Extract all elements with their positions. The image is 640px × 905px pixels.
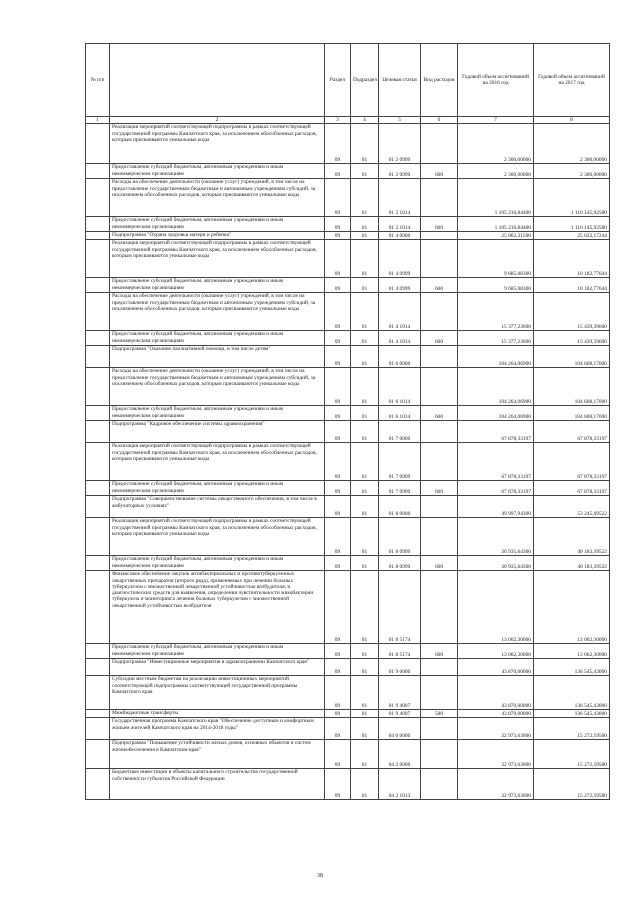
table-row <box>86 518 610 556</box>
table-row <box>86 496 610 518</box>
row-expense-type <box>421 346 458 368</box>
row-number <box>86 571 110 644</box>
row-amount-2016: 43 870,00000 <box>458 676 534 710</box>
table-row <box>86 293 610 331</box>
row-article: 01 2 1014 <box>379 217 421 232</box>
row-name: Расходы на обеспечение деятельности (оказание услуг) учреждений, в том числе на предоставление государственным бюджетным и автономным учреждениям субсидий, за исключением обособленных расходов, которым присваиваются уникальные коды <box>110 179 325 217</box>
row-expense-type: 600 <box>421 481 458 496</box>
row-number <box>86 164 110 179</box>
row-number <box>86 676 110 710</box>
row-expense-type <box>421 421 458 443</box>
row-amount-2017: 136 545,43000 <box>534 659 610 676</box>
row-subsection: 01 <box>351 346 379 368</box>
row-article: 01 2 0999 <box>379 124 421 164</box>
table-row <box>86 331 610 346</box>
row-section: 09 <box>325 368 351 406</box>
row-amount-2016: 2 300,00000 <box>458 164 534 179</box>
row-subsection: 01 <box>351 496 379 518</box>
row-section: 09 <box>325 406 351 421</box>
row-number <box>86 240 110 278</box>
column-number: 5 <box>379 117 421 124</box>
row-expense-type <box>421 496 458 518</box>
row-name: Предоставление субсидий бюджетным, автономным учреждениям и иным некоммерческим организациям <box>110 331 325 346</box>
row-amount-2017: 67 878,33197 <box>534 443 610 481</box>
row-expense-type <box>421 240 458 278</box>
row-number <box>86 293 110 331</box>
row-article: 04 2 0000 <box>379 740 421 769</box>
table-row <box>86 368 610 406</box>
row-name: Государственная программа Камчатского края "Обеспечение доступным и комфортным жильем жителей Камчатского края на 2014-2018 годы" <box>110 718 325 740</box>
header-2016: Годовой объем ассигнований на 2016 год <box>458 44 534 117</box>
row-article: 01 8 0999 <box>379 556 421 571</box>
row-section: 09 <box>325 331 351 346</box>
row-article: 01 6 0000 <box>379 346 421 368</box>
row-article: 01 4 0000 <box>379 232 421 240</box>
column-number: 3 <box>325 117 351 124</box>
table-row <box>86 710 610 718</box>
column-number: 7 <box>458 117 534 124</box>
table-row <box>86 740 610 769</box>
row-subsection: 01 <box>351 421 379 443</box>
table-row <box>86 676 610 710</box>
row-article: 01 8 0999 <box>379 518 421 556</box>
row-expense-type <box>421 571 458 644</box>
row-number <box>86 740 110 769</box>
row-expense-type: 600 <box>421 556 458 571</box>
row-section: 09 <box>325 232 351 240</box>
row-section: 09 <box>325 518 351 556</box>
row-amount-2016: 67 878,33197 <box>458 481 534 496</box>
row-subsection: 01 <box>351 240 379 278</box>
row-amount-2017: 25 622,17244 <box>534 232 610 240</box>
row-article: 01 7 0999 <box>379 481 421 496</box>
row-subsection: 01 <box>351 406 379 421</box>
row-name: Реализация мероприятий соответствующей подпрограммы в рамках соответствующей государственной программы Камчатского края, за исключением обособленных расходов, которым присваиваются уникальные коды <box>110 240 325 278</box>
row-article: 01 4 0999 <box>379 240 421 278</box>
row-amount-2017: 40 183,39522 <box>534 556 610 571</box>
row-name: Финансовое обеспечение закупок антибактериальных и противотуберкулезных лекарственных препаратов (второго ряда), применяемых при лечении больных туберкулезом с множественной лекарственной устойчивостью возбудителя, и диагностических средств для выявления, определения чувствительности микобактерии туберкулеза и мониторинга лечения больных туберкулезом с множественной лекарственной устойчивостью возбудителя <box>110 571 325 644</box>
row-amount-2017: 10 182,77644 <box>534 278 610 293</box>
row-amount-2016: 32 973,63000 <box>458 769 534 800</box>
row-amount-2017: 67 878,33197 <box>534 421 610 443</box>
column-number: 1 <box>86 117 110 124</box>
row-section: 09 <box>325 421 351 443</box>
table-row <box>86 556 610 571</box>
row-number <box>86 496 110 518</box>
row-section: 09 <box>325 718 351 740</box>
row-subsection: 01 <box>351 232 379 240</box>
row-expense-type <box>421 676 458 710</box>
row-subsection: 01 <box>351 481 379 496</box>
row-name: Субсидии местным бюджетам на реализацию инвестиционных мероприятий соответствующей подпрограммы соответствующей государственной программы Камчатского края <box>110 676 325 710</box>
row-section: 09 <box>325 740 351 769</box>
row-number <box>86 124 110 164</box>
row-subsection: 01 <box>351 740 379 769</box>
header-section: Раздел <box>325 44 351 117</box>
row-number <box>86 232 110 240</box>
row-article: 01 9 4007 <box>379 676 421 710</box>
row-amount-2017: 15 439,39600 <box>534 293 610 331</box>
row-expense-type: 500 <box>421 710 458 718</box>
row-amount-2017: 53 245,69522 <box>534 496 610 518</box>
row-amount-2016: 104 264,06900 <box>458 346 534 368</box>
header-article: Целевая статья <box>379 44 421 117</box>
row-number <box>86 481 110 496</box>
row-subsection: 01 <box>351 331 379 346</box>
row-expense-type <box>421 769 458 800</box>
row-subsection: 01 <box>351 659 379 676</box>
table-row <box>86 240 610 278</box>
row-amount-2017: 104 608,17000 <box>534 406 610 421</box>
row-expense-type: 600 <box>421 278 458 293</box>
row-number <box>86 217 110 232</box>
row-amount-2017: 1 110 145,92500 <box>534 179 610 217</box>
row-subsection: 01 <box>351 518 379 556</box>
row-name: Подпрограмма "Инвестиционные мероприятия в здравоохранении Камчатского края" <box>110 659 325 676</box>
row-amount-2016: 9 685,08300 <box>458 240 534 278</box>
row-amount-2016: 43 870,00000 <box>458 659 534 676</box>
column-number: 4 <box>351 117 379 124</box>
row-subsection: 01 <box>351 718 379 740</box>
row-amount-2017: 2 300,00000 <box>534 164 610 179</box>
header-name <box>110 44 325 117</box>
table-row <box>86 644 610 659</box>
row-article: 01 4 1014 <box>379 293 421 331</box>
row-expense-type: 600 <box>421 164 458 179</box>
row-name: Предоставление субсидий бюджетным, автономным учреждениям и иным некоммерческим организациям <box>110 278 325 293</box>
row-expense-type <box>421 368 458 406</box>
row-number <box>86 518 110 556</box>
column-number: 2 <box>110 117 325 124</box>
table-row <box>86 481 610 496</box>
row-article: 01 9 4007 <box>379 710 421 718</box>
page-number: 38 <box>317 873 323 879</box>
row-name: Подпрограмма "Совершенствование системы лекарственного обеспечения, в том числе в амбулаторных условиях" <box>110 496 325 518</box>
row-amount-2016: 15 377,23600 <box>458 293 534 331</box>
table-row <box>86 571 610 644</box>
row-article: 01 4 1014 <box>379 331 421 346</box>
row-expense-type <box>421 718 458 740</box>
row-section: 09 <box>325 571 351 644</box>
row-amount-2016: 67 878,33197 <box>458 421 534 443</box>
row-name: Реализация мероприятий соответствующей подпрограммы в рамках соответствующей государственной программы Камчатского края, за исключением обособленных расходов, которым присваиваются уникальные коды <box>110 518 325 556</box>
row-number <box>86 421 110 443</box>
column-number: 8 <box>534 117 610 124</box>
header-expense-type: Вид расходов <box>421 44 458 117</box>
row-amount-2016: 104 264,06900 <box>458 406 534 421</box>
row-number <box>86 556 110 571</box>
row-name: Предоставление субсидий бюджетным, автономным учреждениям и иным некоммерческим организациям <box>110 217 325 232</box>
row-number <box>86 710 110 718</box>
row-number <box>86 179 110 217</box>
row-amount-2016: 15 377,23600 <box>458 331 534 346</box>
row-subsection: 01 <box>351 164 379 179</box>
table-row <box>86 278 610 293</box>
row-amount-2016: 13 062,30000 <box>458 571 534 644</box>
row-section: 09 <box>325 164 351 179</box>
row-subsection: 01 <box>351 443 379 481</box>
row-name: Подпрограмма "Охрана здоровья матери и ребенка" <box>110 232 325 240</box>
table-row <box>86 164 610 179</box>
row-amount-2016: 1 105 216,84400 <box>458 179 534 217</box>
row-amount-2017: 13 062,30000 <box>534 571 610 644</box>
row-name: Бюджетные инвестиции в объекты капитального строительства государственной собственности субъектов Российской Федерации <box>110 769 325 800</box>
row-article: 01 4 0999 <box>379 278 421 293</box>
column-number: 6 <box>421 117 458 124</box>
row-amount-2017: 2 300,00000 <box>534 124 610 164</box>
row-amount-2017: 136 545,43000 <box>534 676 610 710</box>
row-article: 04 2 1013 <box>379 769 421 800</box>
row-number <box>86 331 110 346</box>
row-subsection: 01 <box>351 644 379 659</box>
row-number <box>86 769 110 800</box>
row-subsection: 01 <box>351 368 379 406</box>
row-amount-2017: 15 272,59500 <box>534 718 610 740</box>
row-amount-2016: 32 973,63000 <box>458 740 534 769</box>
row-amount-2016: 2 300,00000 <box>458 124 534 164</box>
row-amount-2017: 40 183,39522 <box>534 518 610 556</box>
row-expense-type: 600 <box>421 644 458 659</box>
row-amount-2016: 1 105 216,84400 <box>458 217 534 232</box>
row-article: 01 2 0999 <box>379 164 421 179</box>
row-name: Предоставление субсидий бюджетным, автономным учреждениям и иным некоммерческим организациям <box>110 556 325 571</box>
row-name: Предоставление субсидий бюджетным, автономным учреждениям и иным некоммерческим организациям <box>110 644 325 659</box>
row-section: 09 <box>325 676 351 710</box>
row-amount-2017: 67 878,33197 <box>534 481 610 496</box>
row-expense-type: 600 <box>421 217 458 232</box>
row-name: Подпрограмма "Оказание паллиативной помощи, в том числе детям" <box>110 346 325 368</box>
row-name: Реализация мероприятий соответствующей подпрограммы в рамках соответствующей государственной программы Камчатского края, за исключением обособленных расходов, которым присваиваются уникальные коды <box>110 124 325 164</box>
row-article: 01 9 0000 <box>379 659 421 676</box>
row-amount-2017: 13 062,30000 <box>534 644 610 659</box>
row-subsection: 01 <box>351 293 379 331</box>
row-section: 09 <box>325 240 351 278</box>
row-amount-2016: 25 062,31500 <box>458 232 534 240</box>
row-article: 01 6 1014 <box>379 368 421 406</box>
table-row <box>86 232 610 240</box>
table-row <box>86 124 610 164</box>
row-number <box>86 346 110 368</box>
row-subsection: 01 <box>351 179 379 217</box>
row-amount-2017: 10 182,77644 <box>534 240 610 278</box>
row-name: Подпрограмма "Повышение устойчивости жилых домов, основных объектов и систем жизнеобеспечения в Камчатском крае" <box>110 740 325 769</box>
row-article: 04 0 0000 <box>379 718 421 740</box>
row-expense-type <box>421 518 458 556</box>
row-number <box>86 644 110 659</box>
row-subsection: 01 <box>351 217 379 232</box>
row-number <box>86 406 110 421</box>
header-subsection: Подраздел <box>351 44 379 117</box>
row-name: Реализация мероприятий соответствующей подпрограммы в рамках соответствующей государственной программы Камчатского края, за исключением обособленных расходов, которым присваиваются уникальные коды <box>110 443 325 481</box>
row-expense-type: 600 <box>421 406 458 421</box>
row-expense-type <box>421 232 458 240</box>
row-number <box>86 718 110 740</box>
row-expense-type: 600 <box>421 331 458 346</box>
row-number <box>86 443 110 481</box>
row-number <box>86 659 110 676</box>
row-name: Межбюджетные трансферты <box>110 710 325 718</box>
row-number <box>86 368 110 406</box>
row-name: Предоставление субсидий бюджетным, автономным учреждениям и иным некоммерческим организациям <box>110 406 325 421</box>
row-section: 09 <box>325 217 351 232</box>
row-amount-2017: 104 608,17000 <box>534 368 610 406</box>
row-article: 01 7 0999 <box>379 443 421 481</box>
row-expense-type <box>421 659 458 676</box>
row-name: Подпрограмма "Кадровое обеспечение системы здравоохранения" <box>110 421 325 443</box>
table-row <box>86 769 610 800</box>
row-name: Расходы на обеспечение деятельности (оказание услуг) учреждений, в том числе на предоставление государственным бюджетным и автономным учреждениям субсидий, за исключением обособленных расходов, которым присваиваются уникальные коды <box>110 293 325 331</box>
table-row <box>86 659 610 676</box>
row-amount-2017: 104 608,17000 <box>534 346 610 368</box>
row-section: 09 <box>325 124 351 164</box>
row-subsection: 01 <box>351 124 379 164</box>
row-amount-2017: 15 272,59500 <box>534 740 610 769</box>
row-number <box>86 278 110 293</box>
row-subsection: 01 <box>351 769 379 800</box>
row-amount-2017: 15 439,39600 <box>534 331 610 346</box>
row-expense-type <box>421 443 458 481</box>
row-subsection: 01 <box>351 571 379 644</box>
row-amount-2016: 104 264,06900 <box>458 368 534 406</box>
row-amount-2016: 9 685,08300 <box>458 278 534 293</box>
budget-table <box>85 43 610 800</box>
row-amount-2017: 1 110 145,92500 <box>534 217 610 232</box>
table-row <box>86 179 610 217</box>
table-row <box>86 217 610 232</box>
row-section: 09 <box>325 659 351 676</box>
row-expense-type <box>421 740 458 769</box>
row-expense-type <box>421 293 458 331</box>
row-section: 09 <box>325 443 351 481</box>
row-article: 01 6 1014 <box>379 406 421 421</box>
row-amount-2017: 136 545,43000 <box>534 710 610 718</box>
row-section: 09 <box>325 556 351 571</box>
header-number: № п/п <box>86 44 110 117</box>
row-section: 09 <box>325 710 351 718</box>
row-section: 09 <box>325 278 351 293</box>
row-amount-2016: 36 935,64300 <box>458 518 534 556</box>
row-section: 09 <box>325 496 351 518</box>
table-row <box>86 718 610 740</box>
row-expense-type <box>421 179 458 217</box>
row-amount-2016: 36 935,64300 <box>458 556 534 571</box>
row-expense-type <box>421 124 458 164</box>
row-name: Предоставление субсидий бюджетным, автономным учреждениям и иным некоммерческим организациям <box>110 164 325 179</box>
row-name: Расходы на обеспечение деятельности (оказание услуг) учреждений, в том числе на предоставление государственным бюджетным и автономным учреждениям субсидий, за исключением обособленных расходов, которым присваиваются уникальные коды <box>110 368 325 406</box>
column-number-row <box>86 117 610 124</box>
row-subsection: 01 <box>351 710 379 718</box>
row-amount-2017: 15 272,59500 <box>534 769 610 800</box>
row-section: 09 <box>325 644 351 659</box>
row-article: 01 8 0000 <box>379 496 421 518</box>
row-amount-2016: 32 973,63000 <box>458 718 534 740</box>
row-amount-2016: 43 870,00000 <box>458 710 534 718</box>
table-row <box>86 346 610 368</box>
row-amount-2016: 67 878,33197 <box>458 443 534 481</box>
row-article: 01 2 1014 <box>379 179 421 217</box>
row-section: 09 <box>325 481 351 496</box>
row-section: 09 <box>325 293 351 331</box>
row-section: 09 <box>325 179 351 217</box>
row-article: 01 8 5174 <box>379 571 421 644</box>
row-article: 01 7 0000 <box>379 421 421 443</box>
table-row <box>86 406 610 421</box>
row-section: 09 <box>325 346 351 368</box>
row-amount-2016: 49 997,94300 <box>458 496 534 518</box>
row-subsection: 01 <box>351 556 379 571</box>
table-row <box>86 421 610 443</box>
row-subsection: 01 <box>351 676 379 710</box>
row-name: Предоставление субсидий бюджетным, автономным учреждениям и иным некоммерческим организациям <box>110 481 325 496</box>
row-article: 01 8 5174 <box>379 644 421 659</box>
table-row <box>86 443 610 481</box>
row-amount-2016: 13 062,30000 <box>458 644 534 659</box>
row-section: 09 <box>325 769 351 800</box>
header-2017: Годовой объем ассигнований на 2017 год <box>534 44 610 117</box>
row-subsection: 01 <box>351 278 379 293</box>
table-header-row <box>86 44 610 117</box>
